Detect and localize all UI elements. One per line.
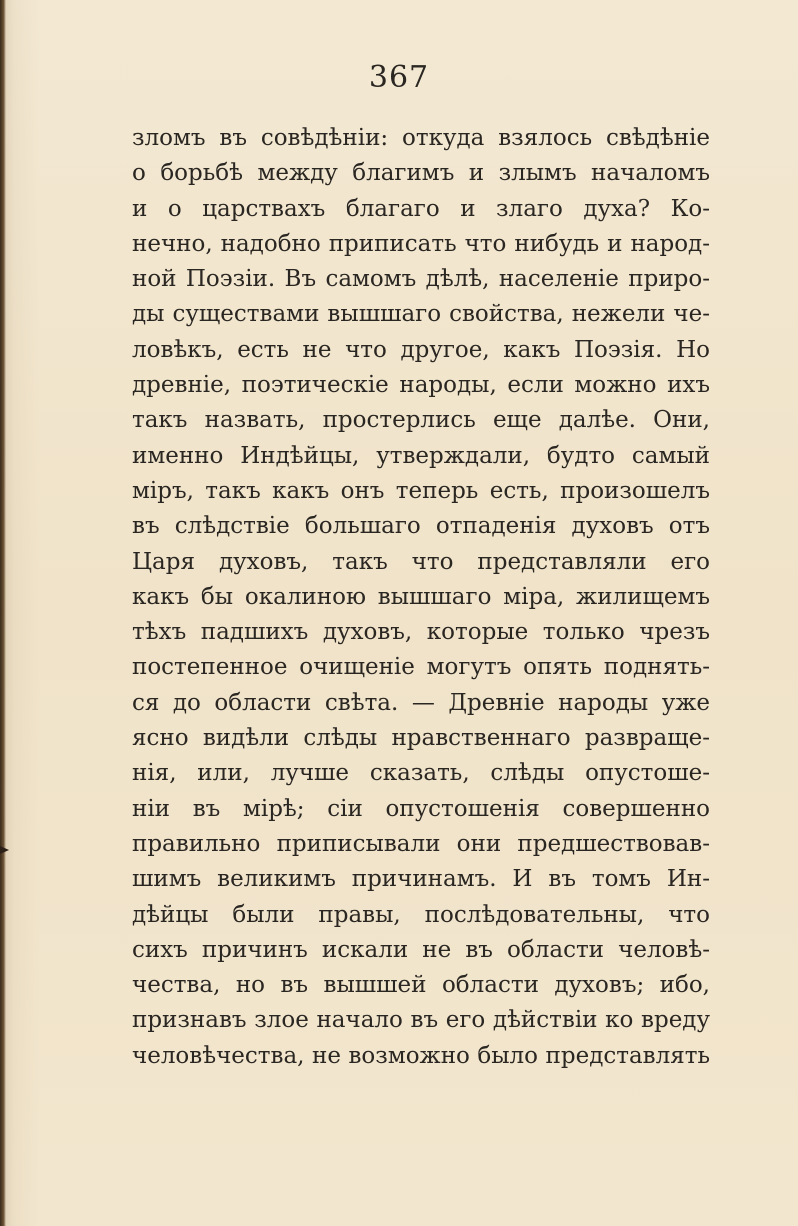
text-line: о борьбѣ между благимъ и злымъ началомъ <box>132 160 710 187</box>
text-line: Царя духовъ, такъ что представляли его <box>132 548 710 575</box>
text-line: ловѣкъ, есть не что другое, какъ Поэзія. Но <box>132 336 710 363</box>
text-line: дѣйцы были правы, послѣдовательны, что <box>132 901 710 928</box>
text-line: признавъ злое начало въ его дѣйствіи ко вреду <box>132 1007 710 1034</box>
text-line: ніи въ мірѣ; сіи опустошенія совершенно <box>132 795 710 822</box>
text-line: шимъ великимъ причинамъ. И въ томъ Ин- <box>132 866 710 893</box>
body-text <box>132 121 710 1074</box>
text-line: сихъ причинъ искали не въ области человѣ- <box>132 936 710 963</box>
page-number: 367 <box>368 60 430 95</box>
text-line: ды существами вышшаго свойства, нежели че- <box>132 301 710 328</box>
text-line: ной Поэзіи. Въ самомъ дѣлѣ, населеніе приро- <box>132 266 710 293</box>
text-line: нія, или, лучше сказать, слѣды опустоше- <box>132 760 710 787</box>
text-line: и о царствахъ благаго и злаго духа? Ко- <box>132 195 710 222</box>
text-line: правильно приписывали они предшествовав- <box>132 830 710 857</box>
text-line: постепенное очищеніе могутъ опять поднять- <box>132 654 710 681</box>
text-line: именно Индѣйцы, утверждали, будто самый <box>132 442 710 469</box>
text-line: человѣчества, не возможно было представлять <box>132 1042 710 1069</box>
text-line: чества, но въ вышшей области духовъ; ибо, <box>132 972 710 999</box>
text-line: міръ, такъ какъ онъ теперь есть, произошелъ <box>132 477 710 504</box>
text-line: нечно, надобно приписать что нибудь и народ- <box>132 230 710 257</box>
book-binding-edge <box>0 0 6 1226</box>
text-line: ся до области свѣта. — Древніе народы уже <box>132 689 710 716</box>
text-line: ясно видѣли слѣды нравственнаго развраще- <box>132 725 710 752</box>
text-line: такъ назвать, простерлись еще далѣе. Они, <box>132 407 710 434</box>
text-line: зломъ въ совѣдѣніи: откуда взялось свѣдѣніе <box>132 125 710 151</box>
text-line: тѣхъ падшихъ духовъ, которые только чрезъ <box>132 619 710 646</box>
text-line: древніе, поэтическіе народы, если можно ихъ <box>132 372 710 399</box>
text-line: какъ бы окалиною вышшаго міра, жилищемъ <box>132 583 710 610</box>
text-line: въ слѣдствіе большаго отпаденія духовъ отъ <box>132 513 710 540</box>
